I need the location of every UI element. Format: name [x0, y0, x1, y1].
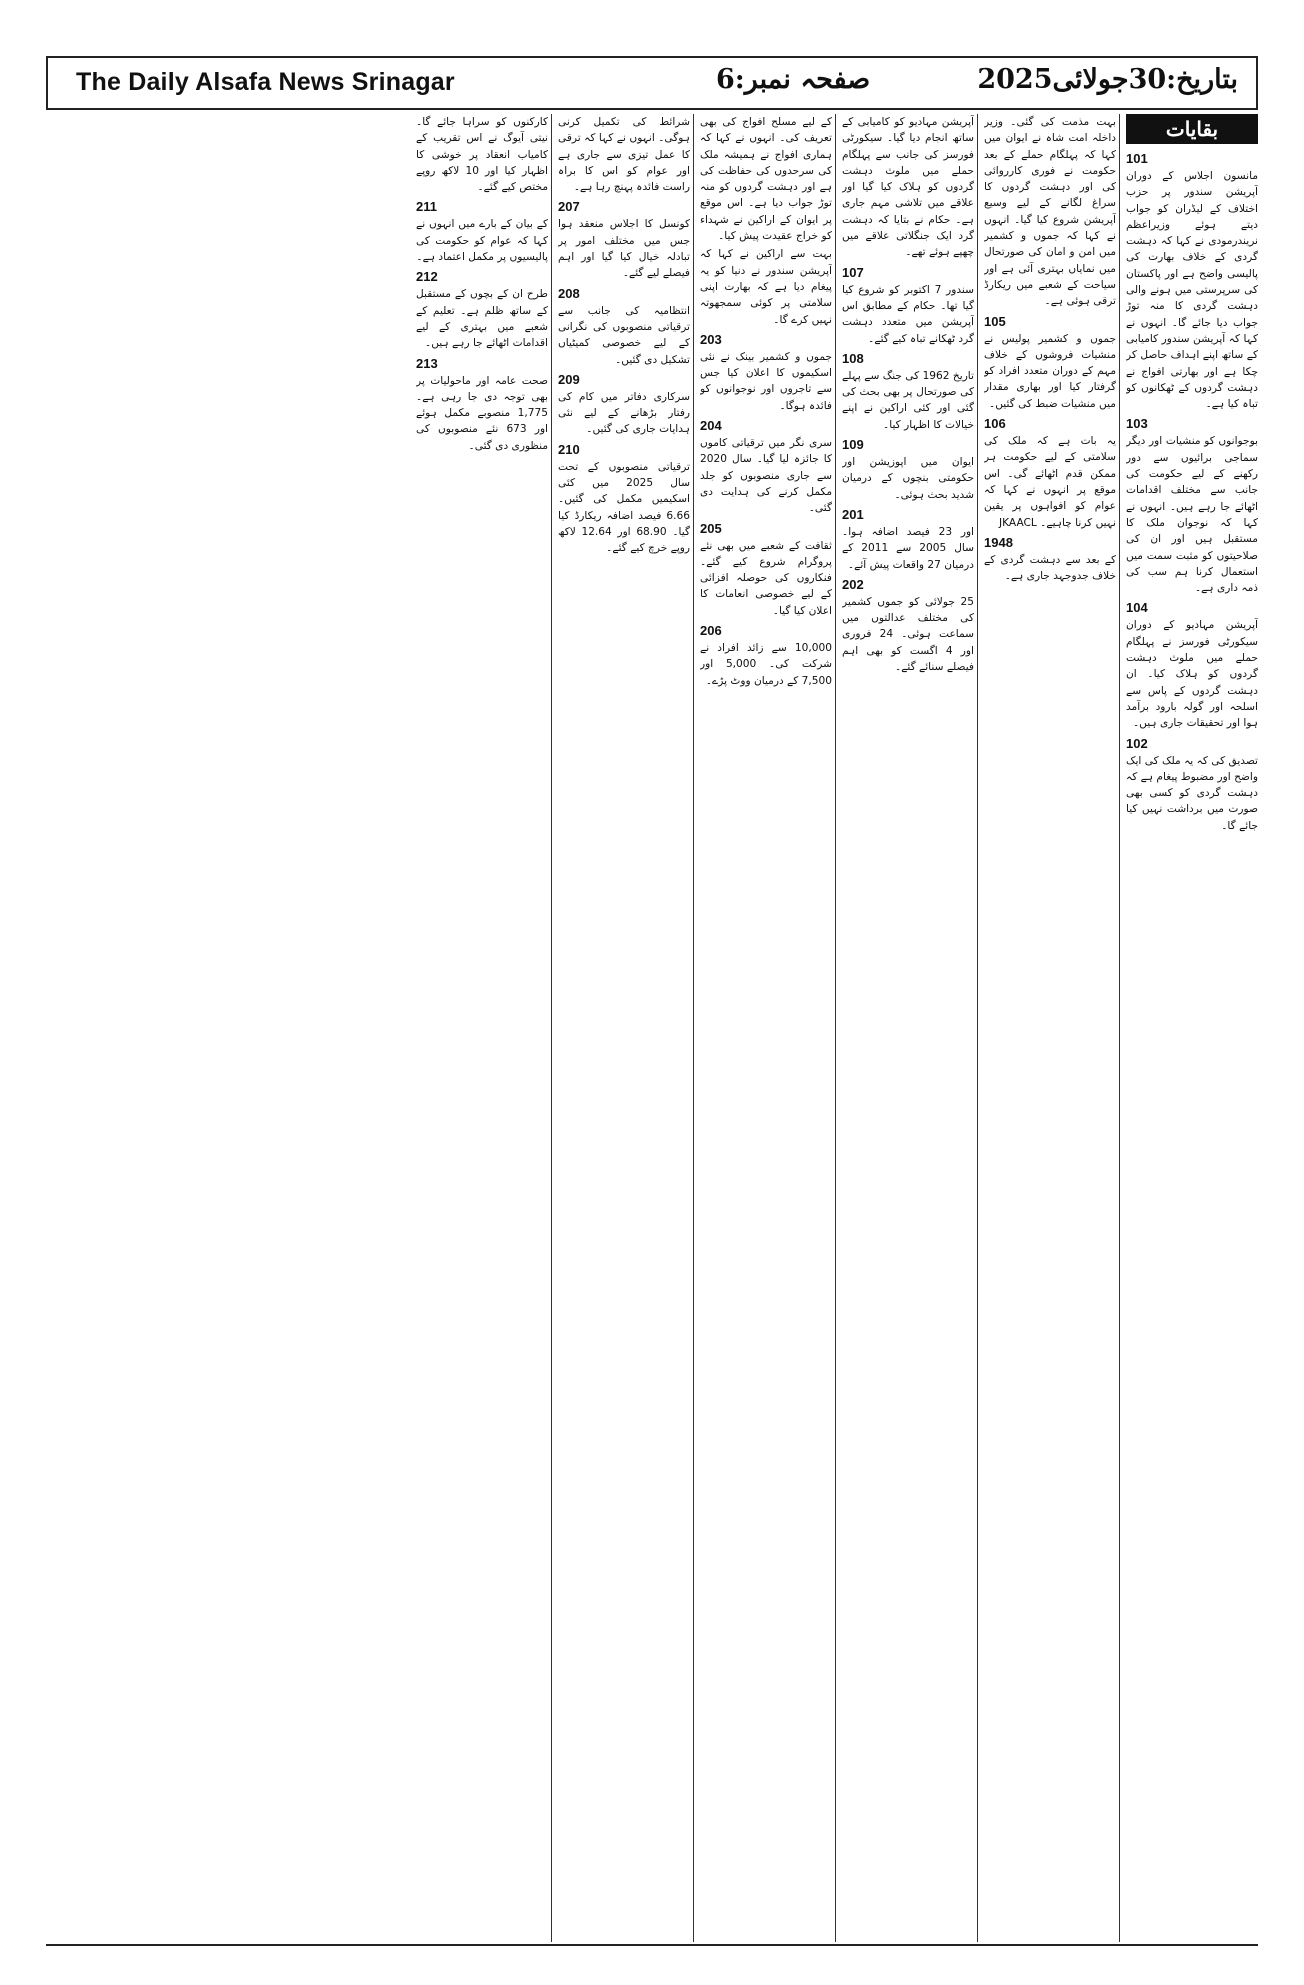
column-2 [984, 114, 1116, 1942]
section-number: 212 [416, 269, 438, 285]
article-paragraph: کے لیے مسلح افواج کی بھی تعریف کی۔ انہوں نے کہا کہ ہماری افواج نے ہمیشہ ملک کی سرحدوں کی حفاظت کی ہے اور دہشت گردوں کو منہ توڑ جواب دیا ہے۔ اس موقع پر ایوان کے اراکین نے شہداء کو خراج عقیدت پیش کیا۔ [700, 116, 832, 243]
article-paragraph: انتظامیہ کی جانب سے ترقیاتی منصوبوں کی نگرانی کے لیے خصوصی کمیٹیاں تشکیل دی گئیں۔ [558, 304, 690, 366]
page-number: صفحہ نمبر:6 [716, 64, 871, 95]
article-paragraph: صحت عامہ اور ماحولیات پر بھی توجہ دی جا رہی ہے۔ 1,775 منصوبے مکمل ہوئے اور 673 نئے منصوبوں کی منظوری دی گئی۔ [416, 374, 548, 452]
section-number: 204 [700, 418, 722, 434]
article-paragraph: ایوان میں اپوزیشن اور حکومتی بنچوں کے درمیان شدید بحث ہوئی۔ [842, 456, 974, 501]
section-number: 202 [842, 576, 864, 592]
section-number: 208 [558, 285, 580, 301]
section-number: 210 [558, 441, 580, 457]
section-number: 109 [842, 437, 864, 453]
section-title: بقایات [1126, 114, 1258, 144]
article-paragraph: آپریشن مہادیو کو کامیابی کے ساتھ انجام دیا گیا۔ سیکورٹی فورسز کی جانب سے پہلگام حملے میں ملوث دہشت گردوں کو ہلاک کیا گیا اور علاقے میں تلاشی مہم جاری ہے۔ حکام نے بتایا کہ دہشت گرد ایک جنگلاتی علاقے میں چھپے ہوئے تھے۔ [842, 116, 974, 259]
article-paragraph: کے بیان کے بارے میں انہوں نے کہا کہ عوام کو حکومت کی پالیسیوں پر مکمل اعتماد ہے۔ [416, 218, 548, 264]
issue-date: بتاریخ:30جولائی2025 [977, 64, 1238, 95]
article-paragraph: تاریخ 1962 کی جنگ سے پہلے کی صورتحال پر بھی بحث کی گئی اور کئی اراکین نے اپنے خیالات کا اظہار کیا۔ [842, 369, 974, 431]
section-number: 1948 [984, 534, 1013, 550]
article-paragraph: یہ بات ہے کہ ملک کی سلامتی کے لیے حکومت ہر ممکن قدم اٹھائے گی۔ اس موقع پر انہوں نے کہا کہ عوام کو افواہوں پر یقین نہیں کرنا چاہیے۔ JKAACL [984, 435, 1116, 529]
section-number: 103 [1126, 416, 1148, 432]
section-number: 104 [1126, 600, 1148, 616]
column-divider [1119, 114, 1120, 1942]
section-number: 102 [1126, 735, 1148, 751]
article-paragraph: بہت مذمت کی گئی۔ وزیر داخلہ امت شاہ نے ایوان میں کہا کہ پہلگام حملے کے بعد حکومت نے فوری کارروائی کی اور دہشت گردوں کا سراغ لگانے کے لیے وسیع آپریشن شروع کیا گیا۔ انہوں نے کہا کہ جموں و کشمیر میں امن و امان کی صورتحال میں نمایاں بہتری آئی ہے اور سیاحت کے شعبے میں ریکارڈ ترقی ہوئی ہے۔ [984, 116, 1116, 308]
article-paragraph: جموں و کشمیر بینک نے نئی اسکیموں کا اعلان کیا جس سے تاجروں اور نوجوانوں کو فائدہ ہوگا۔ [700, 350, 832, 412]
article-paragraph: کارکنوں کو سراہا جائے گا۔ نیتی آیوگ نے اس تقریب کے کامیاب انعقاد پر خوشی کا اظہار کیا اور 10 لاکھ روپے مختص کیے گئے۔ [416, 116, 548, 194]
article-paragraph: اور 23 فیصد اضافہ ہوا۔ سال 2005 سے 2011 کے درمیان 27 واقعات پیش آئے۔ [842, 525, 974, 571]
column-3 [842, 114, 974, 1942]
article-paragraph: سندور 7 اکتوبر کو شروع کیا گیا تھا۔ حکام کے مطابق اس آپریشن میں متعدد دہشت گرد ٹھکانے تباہ کیے گئے۔ [842, 283, 974, 345]
column-divider [551, 114, 552, 1942]
section-number: 205 [700, 520, 722, 536]
article-paragraph: بوجوانوں کو منشیات اور دیگر سماجی برائیوں سے دور رکھنے کے لیے حکومت کی جانب سے مختلف اقدامات اٹھائے جا رہے ہیں۔ انہوں نے کہا کہ نوجوان ملک کا مستقبل ہیں اور ان کی صلاحیتوں کو مثبت سمت میں استعمال کرنا ہم سب کی ذمہ داری ہے۔ [1126, 435, 1258, 595]
column-divider [835, 114, 836, 1942]
article-paragraph: 10,000 سے زائد افراد نے شرکت کی۔ 5,000 اور 7,500 کے درمیان ووٹ پڑے۔ [700, 642, 832, 687]
article-paragraph: مانسون اجلاس کے دوران آپریشن سندور پر حزب اختلاف کے لیڈران کو جواب دیتے ہوئے وزیراعظم نریندرمودی نے کہا کہ دہشت گردی کے خلاف بھارت کی پالیسی واضح ہے اور پاکستان کی سرپرستی میں ہونے والی دہشت گردی کا منہ توڑ جواب دیا جائے گا۔ انہوں نے کہا کہ آپریشن سندور کامیابی کے ساتھ اپنے اہداف حاصل کر چکا ہے اور بھارتی افواج نے دہشت گردوں کے ٹھکانوں کو تباہ کیا ہے۔ [1126, 170, 1258, 411]
column-divider [693, 114, 694, 1942]
section-number: 106 [984, 416, 1006, 432]
article-paragraph: کونسل کا اجلاس منعقد ہوا جس میں مختلف امور پر تبادلہ خیال کیا گیا اور اہم فیصلے لیے گئے۔ [558, 218, 690, 280]
section-number: 107 [842, 264, 864, 280]
article-paragraph: سری نگر میں ترقیاتی کاموں کا جائزہ لیا گیا۔ سال 2020 سے جاری منصوبوں کو جلد مکمل کرنے کی ہدایت دی گئی۔ [700, 437, 832, 515]
article-paragraph: آپریشن مہادیو کے دوران سیکورٹی فورسز نے پہلگام حملے میں ملوث دہشت گردوں کو ہلاک کیا۔ ان دہشت گردوں کے پاس سے اسلحہ اور گولہ بارود برآمد ہوا اور تحقیقات جاری ہیں۔ [1126, 619, 1258, 730]
article-paragraph: سرکاری دفاتر میں کام کی رفتار بڑھانے کے لیے نئی ہدایات جاری کی گئیں۔ [558, 390, 690, 436]
article-paragraph: ثقافت کے شعبے میں بھی نئے پروگرام شروع کیے گئے۔ فنکاروں کی حوصلہ افزائی کے لیے خصوصی انعامات کا اعلان کیا گیا۔ [700, 539, 832, 617]
column-4 [700, 114, 832, 1942]
article-paragraph: ترقیاتی منصوبوں کے تحت سال 2025 میں کئی اسکیمیں مکمل کی گئیں۔ 6.66 فیصد اضافہ ریکارڈ کیا گیا۔ 68.90 اور 12.64 لاکھ روپے خرچ کیے گئے۔ [558, 460, 690, 555]
column-1 [1126, 114, 1258, 1942]
masthead [46, 56, 1258, 110]
footer-rule [46, 1944, 1258, 1946]
section-number: 105 [984, 313, 1006, 329]
section-number: 201 [842, 506, 864, 522]
newspaper-name: The Daily Alsafa News Srinagar [76, 68, 455, 96]
section-number: 209 [558, 371, 580, 387]
column-5 [558, 114, 690, 1942]
column-divider [977, 114, 978, 1942]
section-number: 108 [842, 350, 864, 366]
article-paragraph: کے بعد سے دہشت گردی کے خلاف جدوجہد جاری ہے۔ [984, 553, 1116, 583]
article-paragraph: بہت سے اراکین نے کہا کہ آپریشن سندور نے دنیا کو یہ پیغام دیا ہے کہ بھارت اپنی سلامتی پر کوئی سمجھوتہ نہیں کرے گا۔ [700, 248, 832, 326]
newspaper-page-body [46, 114, 1258, 1942]
section-number: 101 [1126, 151, 1148, 166]
section-number: 211 [416, 199, 437, 215]
article-paragraph: طرح ان کے بچوں کے مستقبل کے ساتھ ظلم ہے۔ تعلیم کے شعبے میں بہتری کے لیے اقدامات اٹھائے جا رہے ہیں۔ [416, 288, 548, 350]
section-number: 207 [558, 199, 580, 215]
article-paragraph: جموں و کشمیر پولیس نے منشیات فروشوں کے خلاف مہم کے دوران متعدد افراد کو گرفتار کیا اور بھاری مقدار میں منشیات ضبط کی گئیں۔ [984, 332, 1116, 410]
section-number: 213 [416, 355, 438, 371]
article-paragraph: 25 جولائی کو جموں کشمیر کی مختلف عدالتوں میں سماعت ہوئی۔ 24 فروری اور 4 اگست کو بھی اہم فیصلے سنائے گئے۔ [842, 595, 974, 674]
article-paragraph: تصدیق کی کہ یہ ملک کی ایک واضح اور مضبوط پیغام ہے کہ دہشت گردی کو کسی بھی صورت میں برداشت نہیں کیا جائے گا۔ [1126, 754, 1258, 832]
column-6 [416, 114, 548, 1942]
article-paragraph: شرائط کی تکمیل کرنی ہوگی۔ انہوں نے کہا کہ ترقی کا عمل تیزی سے جاری ہے اور عوام کو اس کا براہ راست فائدہ پہنچ رہا ہے۔ [558, 116, 690, 194]
section-number: 206 [700, 623, 722, 639]
section-number: 203 [700, 331, 722, 347]
